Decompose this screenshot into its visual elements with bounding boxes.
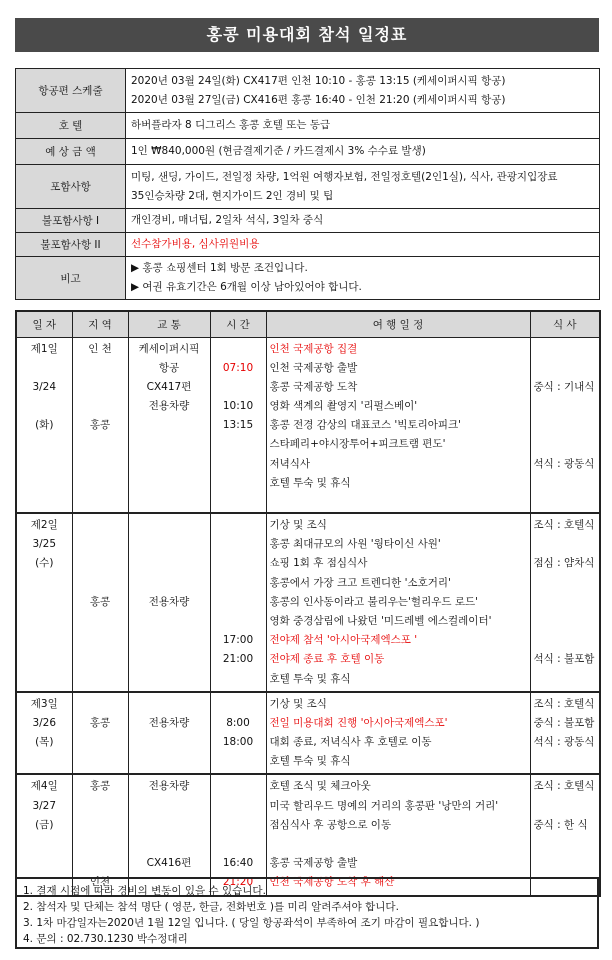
- day-transport-line: CX416편: [146, 857, 192, 870]
- day-plan-line: [270, 835, 527, 854]
- hotel-label: 호 텔: [16, 113, 126, 139]
- day-plan-line: 전야제 참석 '아시아국제엑스포 ': [269, 634, 418, 647]
- day-plan: [266, 692, 530, 775]
- day-meal-line: 조식 : 호텔식: [533, 780, 595, 793]
- day-transport-line: 항공: [158, 361, 180, 374]
- day-plan-line: 저녁식사: [269, 457, 311, 470]
- day-plan-line: 홍콩 전경 감상의 대표코스 '빅토리아피크': [269, 419, 462, 432]
- day-time-line: 8:00: [226, 716, 250, 729]
- flight-schedule: [126, 69, 600, 113]
- day-meal-line: [534, 416, 597, 435]
- day-region: [72, 513, 128, 692]
- day-region-line: [76, 695, 125, 714]
- day-plan-line: 미국 할리우드 명예의 거리의 홍콩판 '낭만의 거리': [269, 799, 499, 812]
- day-meal-line: 중식 : 불포함: [533, 716, 595, 729]
- day-time-line: [214, 670, 263, 689]
- day-region-line: [76, 797, 125, 816]
- day-plan-line: 인천 국제공항 출발: [269, 361, 358, 374]
- info-table: [15, 68, 600, 300]
- day-transport-line: [132, 797, 207, 816]
- day-plan-line: 점심식사 후 공항으로 이동: [269, 818, 392, 831]
- day-plan-line: 호텔 투숙 및 휴식: [269, 672, 351, 685]
- exclude2-label: 불포함사항 II: [16, 233, 126, 257]
- day-meal-line: [534, 854, 597, 873]
- day-meal-line: [534, 593, 597, 612]
- day-time: [210, 513, 266, 692]
- day-time-line: [214, 816, 263, 835]
- day-time-line: 17:00: [222, 634, 254, 647]
- price-label: 예 상 금 액: [16, 139, 126, 165]
- day-date-line: 3/26: [32, 716, 57, 729]
- day-plan-line: 호텔 조식 및 체크아웃: [269, 780, 371, 793]
- price-value: 1인 ₩840,000원 (현금결제기준 / 카드결제시 3% 수수료 발생): [126, 139, 600, 165]
- day-transport-line: 전용차량: [148, 780, 190, 793]
- day-region-line: [76, 854, 125, 873]
- day-region-line: [76, 359, 125, 378]
- day-time-line: [214, 554, 263, 573]
- day-transport-line: CX417편: [146, 380, 192, 393]
- schedule-day-row: [16, 513, 600, 692]
- remark-value: [126, 257, 600, 300]
- day-date-line: (수): [35, 557, 54, 570]
- day-time-line: [214, 695, 263, 714]
- day-date: [16, 337, 72, 513]
- schedule-day-row: [16, 337, 600, 513]
- day-plan-line: 대회 종료, 저녁식사 후 호텔로 이동: [269, 736, 432, 749]
- day-plan-line: 쇼핑 1회 후 점심식사: [269, 557, 368, 570]
- day-meal: [530, 692, 600, 775]
- include-label: 포함사항: [16, 165, 126, 209]
- day-time: [210, 337, 266, 513]
- day-time-line: [214, 797, 263, 816]
- day-region-line: [76, 535, 125, 554]
- day-region-line: [76, 397, 125, 416]
- flight-line: 2020년 03월 24일(화) CX417편 인천 10:10 - 홍콩 13:15 (케세이퍼시픽 항공): [131, 74, 506, 87]
- day-region-line: 홍콩: [89, 595, 111, 608]
- day-plan-line: 영화 중경삼림에 나왔던 '미드레벨 에스컬레이터': [269, 614, 492, 627]
- day-plan: [266, 337, 530, 513]
- day-plan: [266, 513, 530, 692]
- day-date-line: 3/27: [32, 799, 57, 812]
- day-meal: [530, 337, 600, 513]
- day-meal-line: 석식 : 광동식: [533, 457, 595, 470]
- day-transport-line: [132, 695, 207, 714]
- day-time-line: [214, 835, 263, 854]
- day-time-line: [214, 535, 263, 554]
- day-region-line: 홍콩: [89, 419, 111, 432]
- day-transport-line: [132, 535, 207, 554]
- day-transport: [128, 692, 210, 775]
- day-date-line: 3/25: [32, 538, 57, 551]
- day-date-line: [20, 359, 69, 378]
- day-time-line: 21:20: [222, 876, 254, 889]
- note-line: 4. 문의 : 02.730.1230 박수정대리: [23, 933, 188, 945]
- day-meal-line: 조식 : 호텔식: [533, 519, 595, 531]
- day-transport-line: 케세이퍼시픽: [138, 342, 200, 355]
- day-date-line: 3/24: [32, 380, 57, 393]
- remark-line: ▶ 여권 유효기간은 6개월 이상 남아있어야 합니다.: [131, 281, 362, 293]
- day-meal-line: 중식 : 기내식: [533, 380, 595, 393]
- day-transport-line: 전용차량: [148, 716, 190, 729]
- day-plan-line: 기상 및 조식: [269, 697, 327, 710]
- day-meal-line: [534, 612, 597, 631]
- day-time-line: [214, 574, 263, 593]
- day-time-line: [214, 378, 263, 397]
- day-plan-line: 스타페리+야시장투어+피크트램 편도': [269, 438, 446, 451]
- day-date: [16, 513, 72, 692]
- include-line: 미팅, 샌딩, 가이드, 전일정 차량, 1억원 여행자보험, 전일정호텔(2인1실), 식사, 관광지입장료: [131, 170, 558, 183]
- exclude1-value: 개인경비, 매너팁, 2일차 석식, 3일차 중식: [126, 209, 600, 233]
- day-date-line: 제2일: [30, 519, 58, 531]
- day-transport-line: 전용차량: [148, 400, 190, 413]
- day-region-line: 홍콩: [89, 716, 111, 729]
- day-time-line: 13:15: [222, 419, 254, 432]
- day-transport-line: 전용차량: [148, 595, 190, 608]
- day-meal-line: [534, 797, 597, 816]
- day-plan-line: 홍콩 국제공항 도착: [269, 380, 358, 393]
- day-meal-line: 중식 : 한 식: [533, 818, 588, 831]
- note-line: 3. 1차 마감일자는2020년 1월 12일 입니다. ( 당일 항공좌석이 부족하여 조기 마감이 필요합니다. ): [23, 917, 480, 929]
- day-time-line: 18:00: [222, 736, 254, 749]
- notes-box: [15, 877, 599, 949]
- header-transport: 교 통: [128, 311, 210, 337]
- day-meal-line: [534, 670, 597, 689]
- day-meal-line: 석식 : 불포함: [533, 653, 595, 666]
- header-region: 지 역: [72, 311, 128, 337]
- day-transport: [128, 337, 210, 513]
- day-meal-line: [534, 631, 597, 650]
- day-transport-line: [132, 574, 207, 593]
- day-time-line: [214, 516, 263, 535]
- note-line: 2. 참석자 및 단체는 참석 명단 ( 영문, 한글, 전화번호 )를 미리 알려주셔야 합니다.: [23, 901, 399, 913]
- day-plan-line: 홍콩의 인사동이라고 불리우는'헐리우드 로드': [269, 595, 479, 608]
- day-plan-line: 인천 국제공항 집결: [269, 342, 358, 355]
- header-plan: 여 행 일 정: [266, 311, 530, 337]
- day-date-line: (목): [35, 736, 54, 749]
- day-time-line: [214, 612, 263, 631]
- header-time: 시 간: [210, 311, 266, 337]
- day-region-line: [76, 835, 125, 854]
- hotel-value: 하버플라자 8 디그리스 홍콩 호텔 또는 동급: [126, 113, 600, 139]
- header-date: 일 자: [16, 311, 72, 337]
- day-time-line: 16:40: [222, 857, 254, 870]
- day-transport-line: [132, 516, 207, 535]
- day-plan-line: 홍콩 최대규모의 사원 '웡타이신 사원': [269, 538, 441, 551]
- day-meal-line: [534, 435, 597, 454]
- day-time: [210, 692, 266, 775]
- schedule-table: [15, 310, 601, 897]
- day-time-line: 10:10: [222, 400, 254, 413]
- day-meal-line: 석식 : 광동식: [533, 736, 595, 749]
- day-meal: [530, 513, 600, 692]
- page-title: 홍콩 미용대회 참석 일정표: [15, 18, 599, 52]
- day-transport-line: [132, 835, 207, 854]
- day-meal-line: 조식 : 호텔식: [533, 697, 595, 710]
- day-date: [16, 692, 72, 775]
- flight-line: 2020년 03월 27일(금) CX416편 홍콩 16:40 - 인천 21:20 (케세이퍼시픽 항공): [131, 93, 506, 106]
- day-plan-line: 호텔 투숙 및 휴식: [269, 755, 351, 768]
- day-time-line: 21:00: [222, 653, 254, 666]
- day-date-line: 제4일: [30, 780, 58, 793]
- schedule-day-row: [16, 692, 600, 775]
- include-value: [126, 165, 600, 209]
- day-region: [72, 337, 128, 513]
- day-region-line: 홍콩: [89, 780, 111, 793]
- include-line: 35인승차량 2대, 현지가이드 2인 경비 및 팁: [131, 189, 334, 202]
- day-meal-line: [534, 359, 597, 378]
- exclude1-label: 불포함사항 I: [16, 209, 126, 233]
- day-time-line: 07:10: [222, 361, 254, 374]
- day-plan-line: 영화 색계의 촬영지 '리펄스베이': [269, 400, 418, 413]
- day-transport: [128, 513, 210, 692]
- day-meal-line: [534, 474, 597, 493]
- day-meal-line: [534, 752, 597, 771]
- day-region-line: [76, 816, 125, 835]
- day-meal-line: [534, 535, 597, 554]
- exclude2-value: 선수참가비용, 심사위원비용: [126, 233, 600, 257]
- day-time-line: [214, 593, 263, 612]
- day-region-line: [76, 554, 125, 573]
- day-plan-line: 인천 국제공항 도착 후 해산: [269, 876, 395, 889]
- day-meal-line: [534, 397, 597, 416]
- day-region-line: [76, 574, 125, 593]
- day-meal-line: [534, 574, 597, 593]
- day-date-line: [20, 397, 69, 416]
- day-region-line: 인천: [89, 876, 111, 889]
- day-meal-line: 점심 : 얌차식: [533, 557, 595, 570]
- day-plan-line: 홍콩에서 가장 크고 트렌디한 '소호거리': [269, 576, 451, 589]
- day-transport-line: [132, 554, 207, 573]
- day-time-line: [214, 340, 263, 359]
- remark-label: 비고: [16, 257, 126, 300]
- day-date-line: (금): [35, 818, 54, 831]
- day-plan-line: 전일 미용대회 진행 '아시아국제엑스포': [269, 716, 448, 729]
- flight-label: 항공편 스케줄: [16, 69, 126, 113]
- day-time-line: [214, 777, 263, 796]
- day-plan-line: 호텔 투숙 및 휴식: [269, 476, 351, 489]
- day-region-line: 인 천: [88, 342, 112, 355]
- day-plan-line: 홍콩 국제공항 출발: [269, 857, 358, 870]
- day-transport-line: [132, 816, 207, 835]
- day-region: [72, 692, 128, 775]
- day-date-line: 제3일: [30, 697, 58, 710]
- day-meal-line: [534, 835, 597, 854]
- day-plan-line: 전야제 종료 후 호텔 이동: [269, 653, 385, 666]
- day-time-line: [214, 752, 263, 771]
- day-date-line: 제1일: [30, 342, 58, 355]
- note-line: 1. 결재 시점에 따라 경비의 변동이 있을 수 있습니다.: [23, 885, 266, 897]
- day-plan-line: 기상 및 조식: [269, 519, 327, 531]
- remark-line: ▶ 홍콩 쇼핑센터 1회 방문 조건입니다.: [131, 262, 308, 274]
- day-date-line: (화): [35, 419, 54, 432]
- day-meal-line: [534, 340, 597, 359]
- day-region-line: [76, 516, 125, 535]
- header-meal: 식 사: [530, 311, 600, 337]
- day-region-line: [76, 378, 125, 397]
